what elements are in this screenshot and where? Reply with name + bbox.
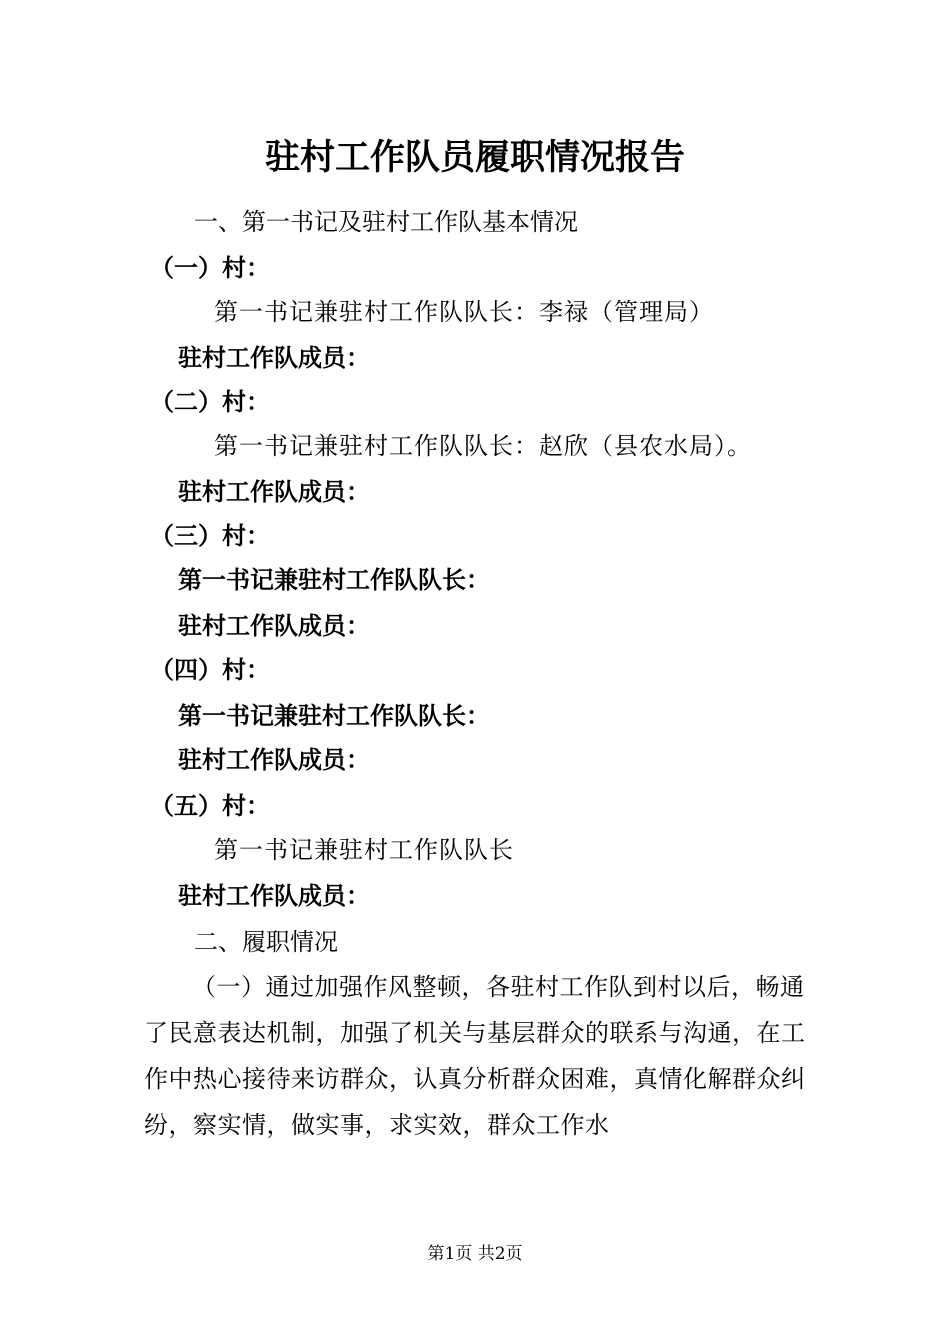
village-leader: 第一书记兼驻村工作队队长： bbox=[178, 702, 490, 730]
village-leader: 第一书记兼驻村工作队队长： bbox=[178, 566, 490, 594]
page-footer: 第1页 共2页 bbox=[427, 1244, 523, 1264]
village-leader: 第一书记兼驻村工作队队长：李禄（管理局） bbox=[214, 298, 714, 326]
village-heading: （三）村： bbox=[150, 522, 270, 550]
village-leader: 第一书记兼驻村工作队队长 bbox=[214, 836, 514, 864]
village-members: 驻村工作队成员： bbox=[178, 478, 370, 506]
document-title: 驻村工作队员履职情况报告 bbox=[264, 137, 685, 178]
village-heading: （五）村： bbox=[150, 792, 270, 820]
village-heading: （一）村： bbox=[150, 254, 270, 282]
village-heading: （四）村： bbox=[150, 656, 270, 684]
section-heading-1: 一、第一书记及驻村工作队基本情况 bbox=[194, 208, 578, 236]
village-leader: 第一书记兼驻村工作队队长：赵欣（县农水局）。 bbox=[214, 432, 752, 460]
village-members: 驻村工作队成员： bbox=[178, 882, 370, 910]
village-heading: （二）村： bbox=[150, 388, 270, 416]
village-members: 驻村工作队成员： bbox=[178, 612, 370, 640]
village-members: 驻村工作队成员： bbox=[178, 344, 370, 372]
section-heading-2: 二、履职情况 bbox=[194, 928, 338, 956]
village-members: 驻村工作队成员： bbox=[178, 746, 370, 774]
body-paragraph: （一）通过加强作风整顿，各驻村工作队到村以后，畅通了民意表达机制，加强了机关与基层群众的联系与沟通，在工作中热心接待来访群众，认真分析群众困难，真情化解群众纠纷，察实情，做实事，求实效，群众工作水 bbox=[144, 973, 806, 1139]
